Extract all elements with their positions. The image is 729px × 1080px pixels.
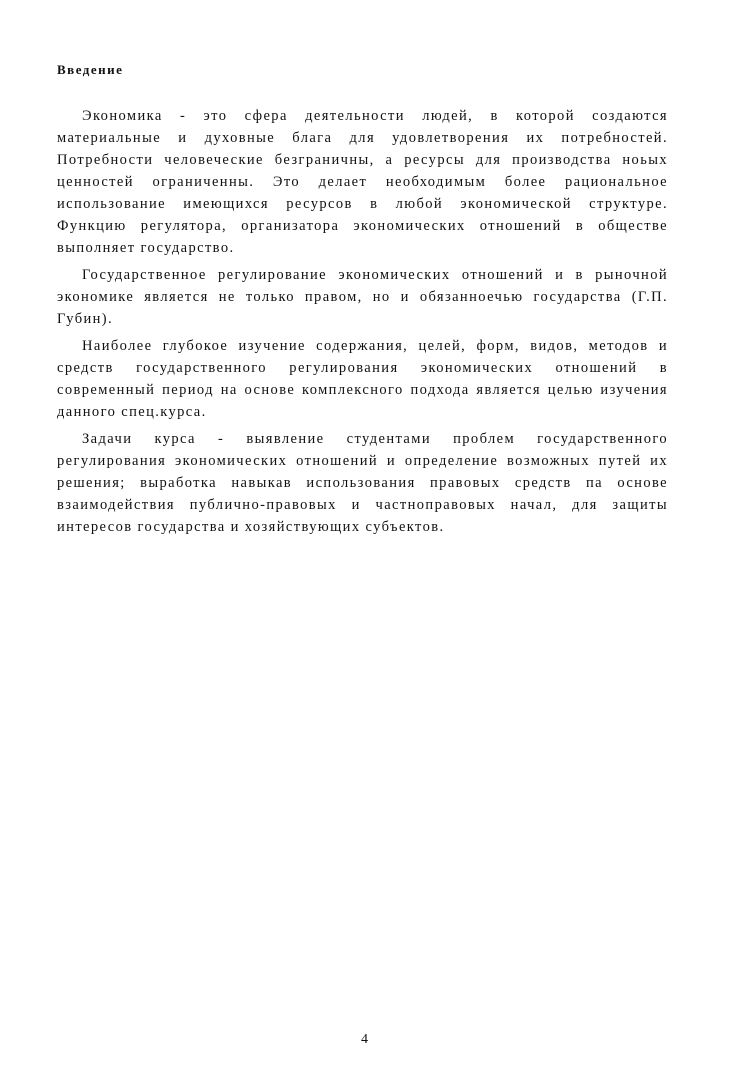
paragraph-2: Государственное регулирование экономических отношений и в рыночной экономике является не только правом, но и обязанноечью государства (Г.П. Губин). xyxy=(57,267,668,327)
section-heading: Введение xyxy=(57,62,124,77)
page-number: 4 xyxy=(361,1032,368,1047)
paragraph-3: Наиболее глубокое изучение содержания, целей, форм, видов, методов и средств государственного регулирования экономических отношений в современный период на основе комплексного подхода является целью изучения данного спец.курса. xyxy=(57,338,668,420)
paragraph-1: Экономика - это сфера деятельности людей, в которой создаются материальные и духовные блага для удовлетворения их потребностей. Потребности человеческие безграничны, а ресурсы для производства ноьых ценностей ограниченны. Это делает необходимым более рациональное использование имеющихся ресурсов в любой экономической структуре. Функцию регулятора, организатора экономических отношений в обществе выполняет государство. xyxy=(57,108,668,256)
paragraph-4: Задачи курса - выявление студентами проблем государственного регулирования экономических отношений и определение возможных путей их решения; выработка навыкав использования правовых средств па основе взаимодействия публично-правовых и частноправовых начал, для защиты интересов государства и хозяйствующих субъектов. xyxy=(57,431,668,535)
page-content xyxy=(57,60,668,543)
